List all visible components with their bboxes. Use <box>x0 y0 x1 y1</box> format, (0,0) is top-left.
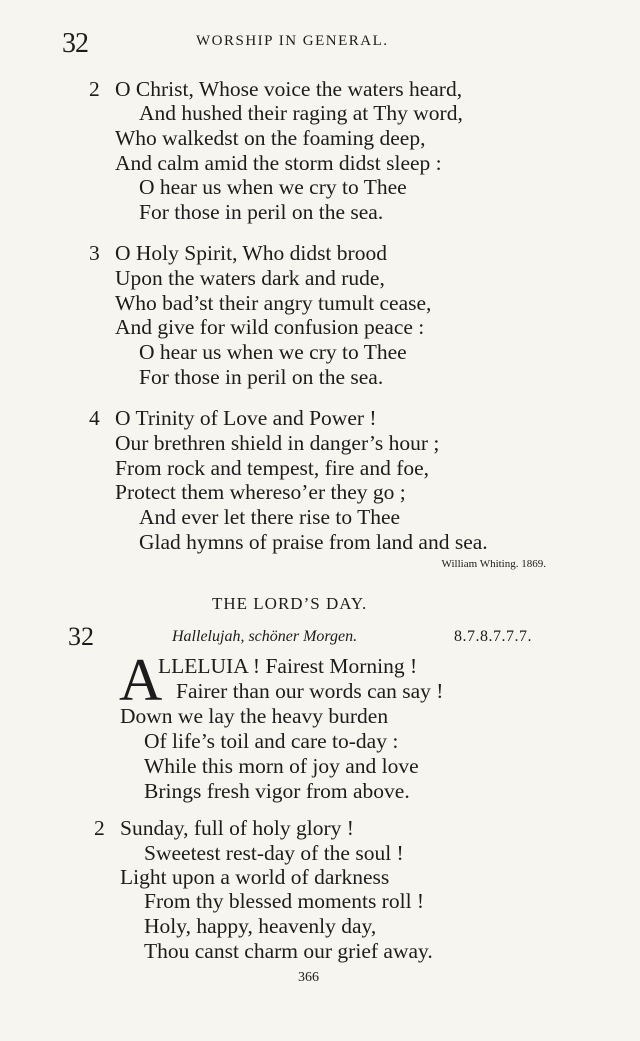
verse-line: And calm amid the storm didst sleep : <box>115 151 442 175</box>
verse-line: And hushed their raging at Thy word, <box>139 101 463 125</box>
tune-name: Hallelujah, schöner Morgen. <box>172 628 358 645</box>
section-title: THE LORD’S DAY. <box>212 594 368 613</box>
verse-line: Who walkedst on the foaming deep, <box>115 126 426 150</box>
verse-line: O hear us when we cry to Thee <box>139 340 407 364</box>
verse-line: While this morn of joy and love <box>144 754 419 778</box>
verse-line: Of life’s toil and care to-day : <box>144 729 399 753</box>
stanza-number: 2 <box>94 816 105 840</box>
verse-line: Our brethren shield in danger’s hour ; <box>115 431 440 455</box>
verse-line: From thy blessed moments roll ! <box>144 889 425 913</box>
verse-line: Thou canst charm our grief away. <box>144 939 433 963</box>
footer-page-number: 366 <box>298 970 319 985</box>
running-title: WORSHIP IN GENERAL. <box>196 33 389 49</box>
verse-line: O Trinity of Love and Power ! <box>115 406 377 430</box>
stanza-number: 2 <box>89 77 100 101</box>
verse-line: Sunday, full of holy glory ! <box>120 816 354 840</box>
verse-line: Fairer than our words can say ! <box>176 679 444 703</box>
verse-line: Upon the waters dark and rude, <box>115 266 385 290</box>
meter: 8.7.8.7.7.7. <box>454 628 532 645</box>
verse-line: Light upon a world of darkness <box>120 865 390 889</box>
verse-line: And ever let there rise to Thee <box>139 505 401 529</box>
verse-line: Sweetest rest-day of the soul ! <box>144 841 404 865</box>
verse-line: Down we lay the heavy burden <box>120 704 389 728</box>
attribution: William Whiting. 1869. <box>441 558 546 570</box>
verse-line: Protect them whereso’er they go ; <box>115 480 406 504</box>
page-number: 32 <box>62 28 88 59</box>
stanza-number: 3 <box>89 241 100 265</box>
verse-line: And give for wild confusion peace : <box>115 315 425 339</box>
verse-line: O Holy Spirit, Who didst brood <box>115 241 387 265</box>
hymn-number: 32 <box>68 622 94 651</box>
verse-line: Who bad’st their angry tumult cease, <box>115 291 432 315</box>
verse-line: Brings fresh vigor from above. <box>144 779 410 803</box>
verse-line: For those in peril on the sea. <box>139 365 384 389</box>
verse-line: O Christ, Whose voice the waters heard, <box>115 77 463 101</box>
stanza-number: 4 <box>89 406 100 430</box>
verse-line: From rock and tempest, fire and foe, <box>115 456 430 480</box>
verse-line: Glad hymns of praise from land and sea. <box>139 530 488 554</box>
drop-cap: A <box>119 647 163 713</box>
verse-line: For those in peril on the sea. <box>139 200 384 224</box>
verse-line: LLELUIA ! Fairest Morning ! <box>158 654 418 678</box>
verse-line: Holy, happy, heavenly day, <box>144 914 377 938</box>
verse-line: O hear us when we cry to Thee <box>139 175 407 199</box>
